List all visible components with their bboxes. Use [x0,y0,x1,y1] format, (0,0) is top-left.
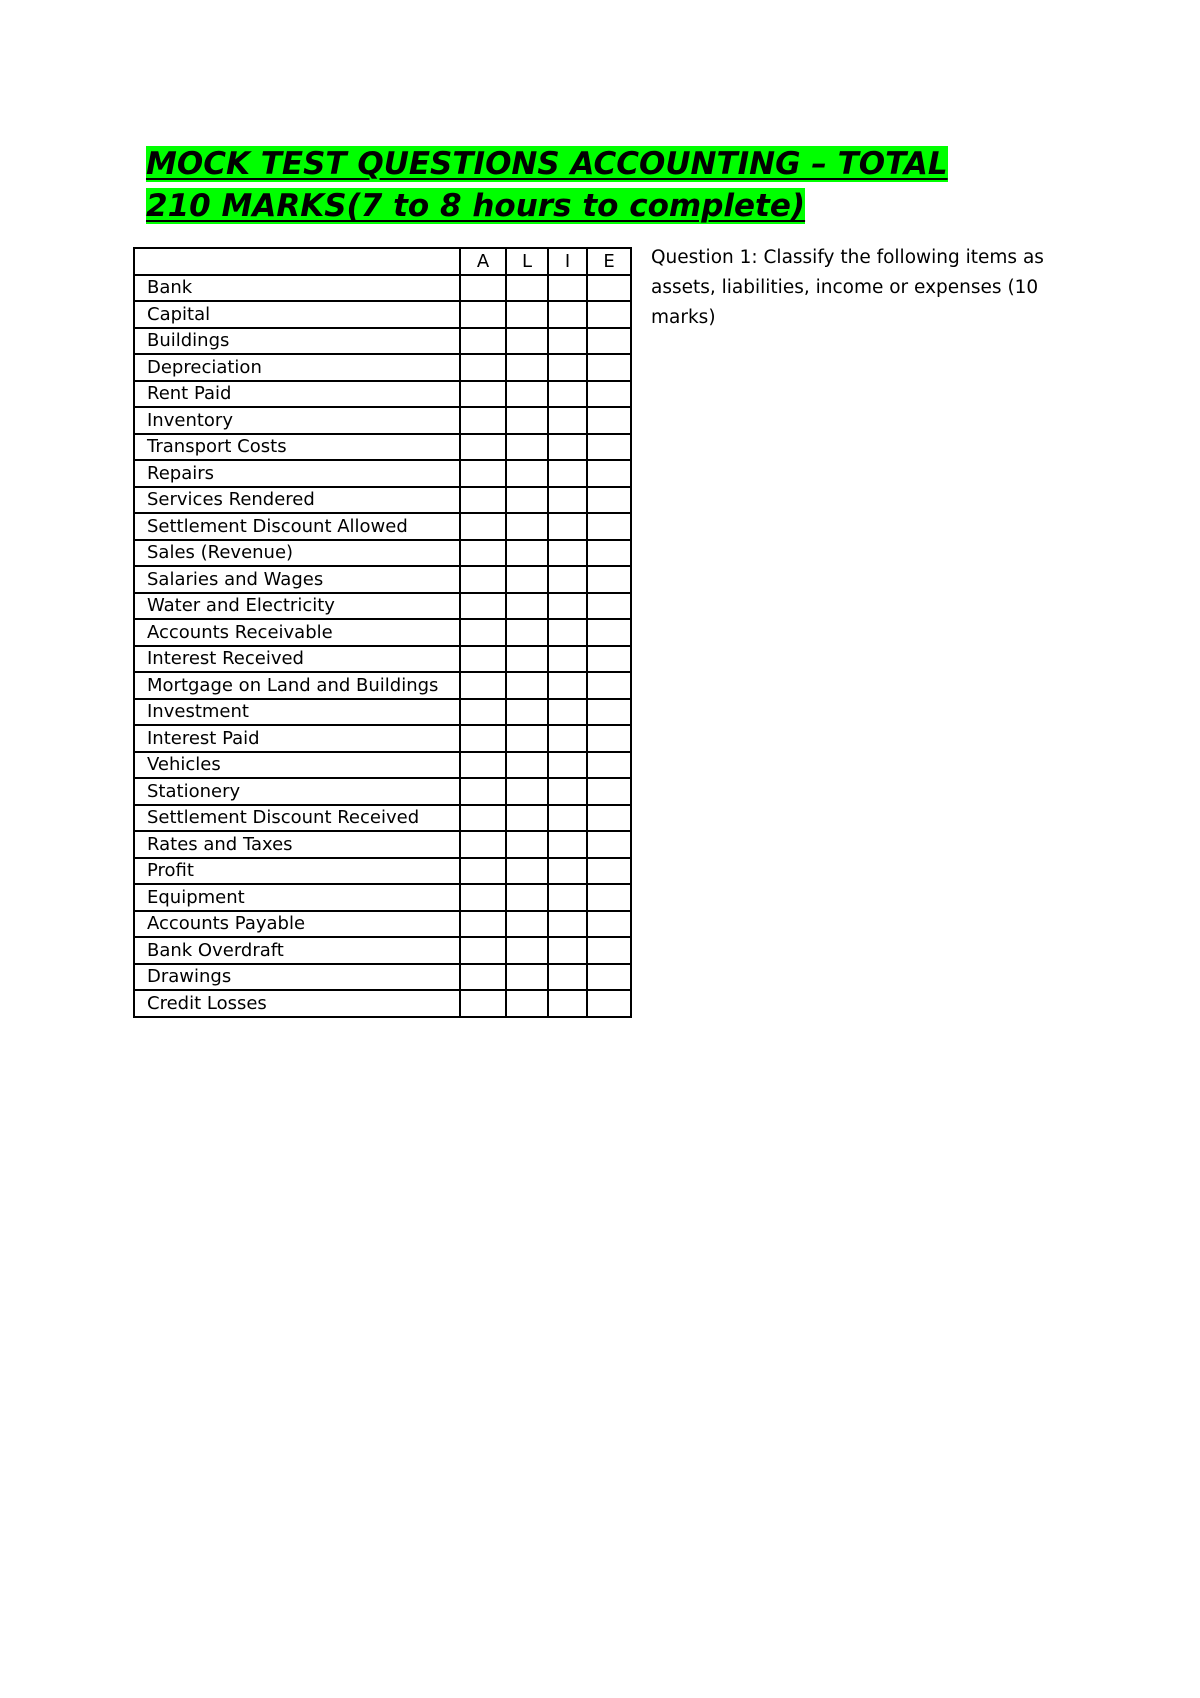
answer-cell-expenses[interactable] [587,964,631,991]
answer-cell-liabilities[interactable] [506,752,548,779]
answer-cell-liabilities[interactable] [506,858,548,885]
answer-cell-assets[interactable] [460,434,506,461]
table-row [134,672,631,699]
answer-cell-income[interactable] [548,381,587,408]
answer-cell-income[interactable] [548,566,587,593]
answer-cell-assets[interactable] [460,460,506,487]
item-label: Accounts Payable [134,911,460,938]
answer-cell-expenses[interactable] [587,752,631,779]
item-label: Services Rendered [134,487,460,514]
title-line-2: 210 MARKS(7 to 8 hours to complete) [146,188,806,224]
table-row [134,646,631,673]
item-label: Buildings [134,328,460,355]
header-assets: A [460,248,506,275]
item-label: Repairs [134,460,460,487]
answer-cell-income[interactable] [548,884,587,911]
answer-cell-income[interactable] [548,937,587,964]
answer-cell-assets[interactable] [460,884,506,911]
header-expenses: E [587,248,631,275]
answer-cell-assets[interactable] [460,937,506,964]
answer-cell-income[interactable] [548,407,587,434]
item-label: Vehicles [134,752,460,779]
answer-cell-assets[interactable] [460,990,506,1017]
table-row [134,513,631,540]
answer-cell-liabilities[interactable] [506,964,548,991]
answer-cell-assets[interactable] [460,328,506,355]
answer-cell-liabilities[interactable] [506,990,548,1017]
answer-cell-liabilities[interactable] [506,778,548,805]
item-label: Rent Paid [134,381,460,408]
answer-cell-assets[interactable] [460,778,506,805]
item-label: Drawings [134,964,460,991]
table-row [134,354,631,381]
answer-cell-liabilities[interactable] [506,646,548,673]
answer-cell-assets[interactable] [460,487,506,514]
classification-table [133,247,632,1018]
item-label: Mortgage on Land and Buildings [134,672,460,699]
header-income: I [548,248,587,275]
answer-cell-income[interactable] [548,619,587,646]
answer-cell-liabilities[interactable] [506,487,548,514]
answer-cell-liabilities[interactable] [506,725,548,752]
answer-cell-assets[interactable] [460,752,506,779]
table-row [134,434,631,461]
answer-cell-liabilities[interactable] [506,407,548,434]
table-row [134,487,631,514]
answer-cell-liabilities[interactable] [506,460,548,487]
table-row [134,381,631,408]
answer-cell-expenses[interactable] [587,884,631,911]
answer-cell-income[interactable] [548,540,587,567]
answer-cell-expenses[interactable] [587,699,631,726]
answer-cell-income[interactable] [548,964,587,991]
answer-cell-expenses[interactable] [587,593,631,620]
table-row [134,911,631,938]
answer-cell-liabilities[interactable] [506,513,548,540]
table-row [134,619,631,646]
table-row [134,460,631,487]
answer-cell-income[interactable] [548,593,587,620]
table-row [134,858,631,885]
item-label: Interest Received [134,646,460,673]
item-label: Salaries and Wages [134,566,460,593]
answer-cell-expenses[interactable] [587,725,631,752]
item-label: Bank [134,275,460,302]
answer-cell-expenses[interactable] [587,328,631,355]
answer-cell-expenses[interactable] [587,672,631,699]
answer-cell-expenses[interactable] [587,487,631,514]
answer-cell-liabilities[interactable] [506,911,548,938]
table-row [134,407,631,434]
header-liabilities: L [506,248,548,275]
item-label: Depreciation [134,354,460,381]
answer-cell-liabilities[interactable] [506,805,548,832]
answer-cell-assets[interactable] [460,911,506,938]
answer-cell-income[interactable] [548,513,587,540]
answer-cell-income[interactable] [548,646,587,673]
answer-cell-liabilities[interactable] [506,301,548,328]
answer-cell-income[interactable] [548,858,587,885]
answer-cell-income[interactable] [548,460,587,487]
item-label: Investment [134,699,460,726]
answer-cell-expenses[interactable] [587,858,631,885]
answer-cell-expenses[interactable] [587,619,631,646]
item-label: Accounts Receivable [134,619,460,646]
answer-cell-assets[interactable] [460,646,506,673]
answer-cell-expenses[interactable] [587,778,631,805]
answer-cell-income[interactable] [548,672,587,699]
table-row [134,540,631,567]
document-title [146,143,1046,227]
item-label: Transport Costs [134,434,460,461]
answer-cell-income[interactable] [548,911,587,938]
table-row [134,593,631,620]
item-label: Water and Electricity [134,593,460,620]
answer-cell-income[interactable] [548,805,587,832]
item-label: Interest Paid [134,725,460,752]
table-row [134,328,631,355]
answer-cell-liabilities[interactable] [506,540,548,567]
answer-cell-liabilities[interactable] [506,354,548,381]
answer-cell-expenses[interactable] [587,805,631,832]
answer-cell-liabilities[interactable] [506,619,548,646]
table-row [134,725,631,752]
table-header-row [134,248,631,275]
answer-cell-expenses[interactable] [587,301,631,328]
item-label: Rates and Taxes [134,831,460,858]
answer-cell-assets[interactable] [460,619,506,646]
answer-cell-assets[interactable] [460,540,506,567]
answer-cell-assets[interactable] [460,301,506,328]
item-label: Equipment [134,884,460,911]
answer-cell-assets[interactable] [460,699,506,726]
answer-cell-expenses[interactable] [587,937,631,964]
answer-cell-assets[interactable] [460,354,506,381]
answer-cell-assets[interactable] [460,831,506,858]
table-row [134,778,631,805]
answer-cell-income[interactable] [548,354,587,381]
header-item [134,248,460,275]
answer-cell-liabilities[interactable] [506,593,548,620]
answer-cell-assets[interactable] [460,964,506,991]
answer-cell-income[interactable] [548,275,587,302]
answer-cell-expenses[interactable] [587,407,631,434]
answer-cell-income[interactable] [548,301,587,328]
answer-cell-income[interactable] [548,990,587,1017]
answer-cell-liabilities[interactable] [506,275,548,302]
item-label: Credit Losses [134,990,460,1017]
item-label: Capital [134,301,460,328]
answer-cell-expenses[interactable] [587,275,631,302]
item-label: Sales (Revenue) [134,540,460,567]
item-label: Inventory [134,407,460,434]
answer-cell-income[interactable] [548,831,587,858]
answer-cell-liabilities[interactable] [506,381,548,408]
answer-cell-expenses[interactable] [587,831,631,858]
answer-cell-assets[interactable] [460,407,506,434]
item-label: Settlement Discount Allowed [134,513,460,540]
answer-cell-income[interactable] [548,778,587,805]
answer-cell-expenses[interactable] [587,460,631,487]
table-row [134,884,631,911]
answer-cell-liabilities[interactable] [506,434,548,461]
answer-cell-liabilities[interactable] [506,831,548,858]
title-line-1: MOCK TEST QUESTIONS ACCOUNTING – TOTAL [146,146,948,182]
answer-cell-expenses[interactable] [587,434,631,461]
table-body [134,275,631,1017]
answer-cell-assets[interactable] [460,725,506,752]
answer-cell-expenses[interactable] [587,513,631,540]
table-row [134,301,631,328]
table-row [134,990,631,1017]
answer-cell-expenses[interactable] [587,990,631,1017]
answer-cell-assets[interactable] [460,381,506,408]
item-label: Bank Overdraft [134,937,460,964]
answer-cell-assets[interactable] [460,566,506,593]
table-row [134,275,631,302]
table-row [134,752,631,779]
answer-cell-expenses[interactable] [587,566,631,593]
answer-cell-liabilities[interactable] [506,699,548,726]
question-1-text: Question 1: Classify the following items as assets, liabilities, income or expenses (10 marks) [651,247,1044,328]
answer-cell-expenses[interactable] [587,540,631,567]
item-label: Profit [134,858,460,885]
table-row [134,566,631,593]
answer-cell-liabilities[interactable] [506,672,548,699]
answer-cell-expenses[interactable] [587,646,631,673]
answer-cell-assets[interactable] [460,858,506,885]
table-row [134,831,631,858]
answer-cell-assets[interactable] [460,672,506,699]
answer-cell-expenses[interactable] [587,911,631,938]
table-row [134,699,631,726]
answer-cell-income[interactable] [548,434,587,461]
answer-cell-assets[interactable] [460,275,506,302]
answer-cell-expenses[interactable] [587,354,631,381]
table-row [134,805,631,832]
table-row [134,937,631,964]
answer-cell-income[interactable] [548,725,587,752]
answer-cell-liabilities[interactable] [506,328,548,355]
answer-cell-income[interactable] [548,752,587,779]
answer-cell-assets[interactable] [460,593,506,620]
item-label: Stationery [134,778,460,805]
answer-cell-expenses[interactable] [587,381,631,408]
answer-cell-liabilities[interactable] [506,884,548,911]
answer-cell-assets[interactable] [460,805,506,832]
item-label: Settlement Discount Received [134,805,460,832]
answer-cell-liabilities[interactable] [506,937,548,964]
answer-cell-income[interactable] [548,487,587,514]
answer-cell-assets[interactable] [460,513,506,540]
answer-cell-income[interactable] [548,699,587,726]
answer-cell-income[interactable] [548,328,587,355]
answer-cell-liabilities[interactable] [506,566,548,593]
table-row [134,964,631,991]
